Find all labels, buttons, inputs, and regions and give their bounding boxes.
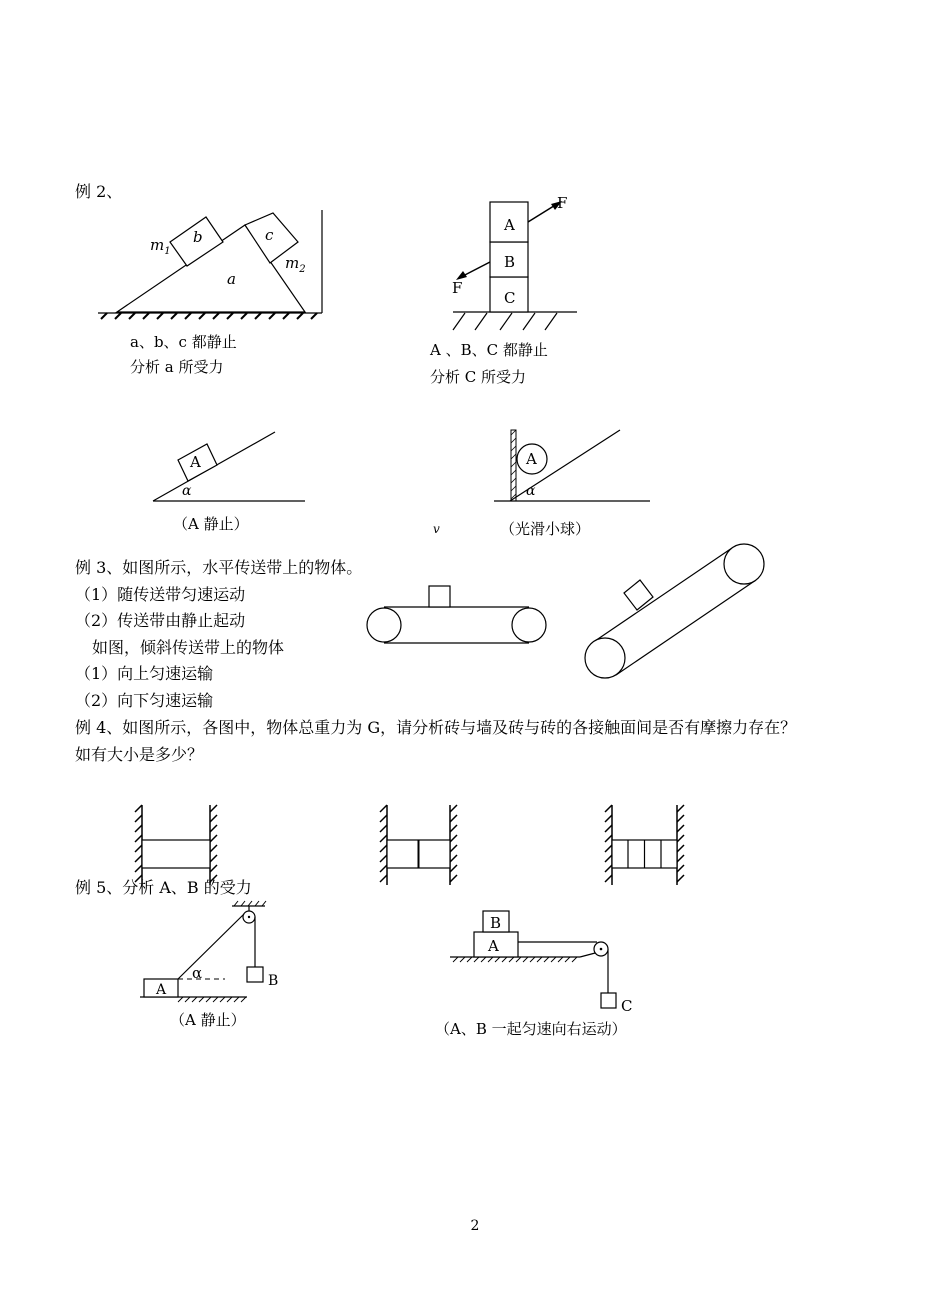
example-4-line2: 如有大小是多少？ bbox=[75, 745, 204, 764]
svg-text:a: a bbox=[227, 270, 236, 288]
stacked-blocks-figure bbox=[445, 192, 585, 337]
example-3-line6: （2）向下匀速运输 bbox=[75, 691, 214, 710]
incline-block-figure bbox=[150, 425, 310, 510]
example-3-line3: （2）传送带由静止起动 bbox=[75, 611, 246, 630]
svg-text:B: B bbox=[268, 973, 279, 989]
fig2-caption-line1: A 、B、C 都静止 bbox=[430, 341, 548, 359]
fig3-caption: （A 静止） bbox=[173, 515, 249, 533]
ball-wall-incline-figure bbox=[490, 425, 655, 510]
svg-text:m2: $m_2$ bbox=[285, 254, 306, 275]
example-3-line2: （1）随传送带匀速运动 bbox=[75, 585, 246, 604]
svg-text:A: A bbox=[488, 937, 499, 955]
svg-text:B: B bbox=[490, 914, 502, 932]
example-2-heading: 例 2、 bbox=[75, 182, 123, 201]
bricks-four-figure bbox=[600, 800, 695, 890]
lower-roller bbox=[585, 638, 625, 678]
example-3-line5: （1）向上匀速运输 bbox=[75, 664, 214, 683]
object-on-belt bbox=[429, 586, 450, 607]
svg-text:F: F bbox=[452, 279, 463, 297]
bricks-two-figure bbox=[375, 800, 470, 890]
object-on-incline bbox=[624, 580, 653, 610]
svg-text:α: α bbox=[526, 483, 536, 499]
bricks-one-figure bbox=[130, 800, 225, 890]
svg-text:α: α bbox=[192, 964, 203, 982]
svg-text:B: B bbox=[504, 253, 516, 271]
example-4-line1: 例 4、如图所示，各图中，物体总重力为 G，请分析砖与墙及砖与砖的各接触面间是否有摩擦力存在？ bbox=[75, 718, 797, 737]
fig1-caption-line2: 分析 a 所受力 bbox=[130, 358, 224, 376]
fig4-caption: （光滑小球） bbox=[500, 520, 591, 538]
svg-text:c: c bbox=[265, 226, 274, 244]
svg-text:A: A bbox=[156, 982, 167, 998]
svg-text:m1: $m_1$ bbox=[150, 236, 171, 257]
svg-text:A: A bbox=[526, 450, 537, 468]
example-3-line4: 如图，倾斜传送带上的物体 bbox=[92, 638, 285, 657]
svg-text:A: A bbox=[190, 453, 201, 471]
horizontal-conveyor-figure bbox=[360, 582, 555, 652]
wedge-figure bbox=[95, 205, 335, 325]
pulley-incline-figure bbox=[135, 897, 295, 1007]
left-roller bbox=[367, 608, 401, 642]
v-label: v bbox=[433, 522, 440, 536]
ex5-fig1-caption: （A 静止） bbox=[170, 1011, 246, 1029]
svg-text:b: b bbox=[193, 228, 203, 246]
svg-text:C: C bbox=[504, 289, 516, 307]
page-number: 2 bbox=[470, 1218, 480, 1234]
right-roller bbox=[512, 608, 546, 642]
block-C bbox=[601, 993, 616, 1008]
inclined-conveyor-figure bbox=[580, 540, 775, 685]
svg-text:C: C bbox=[621, 997, 633, 1015]
table-pulley-figure bbox=[445, 905, 645, 1020]
ex5-fig2-caption: （A、B 一起匀速向右运动） bbox=[435, 1020, 627, 1038]
block-B bbox=[247, 967, 263, 982]
svg-text:F: F bbox=[557, 194, 568, 212]
svg-text:α: α bbox=[182, 483, 192, 499]
example-3-line1: 例 3、如图所示，水平传送带上的物体。 bbox=[75, 558, 363, 577]
svg-text:A: A bbox=[504, 216, 515, 234]
fig2-caption-line2: 分析 C 所受力 bbox=[430, 368, 527, 386]
fig1-caption-line1: a、b、c 都静止 bbox=[130, 333, 237, 351]
upper-roller bbox=[724, 544, 764, 584]
example-5-heading: 例 5、分析 A、B 的受力 bbox=[75, 878, 252, 897]
